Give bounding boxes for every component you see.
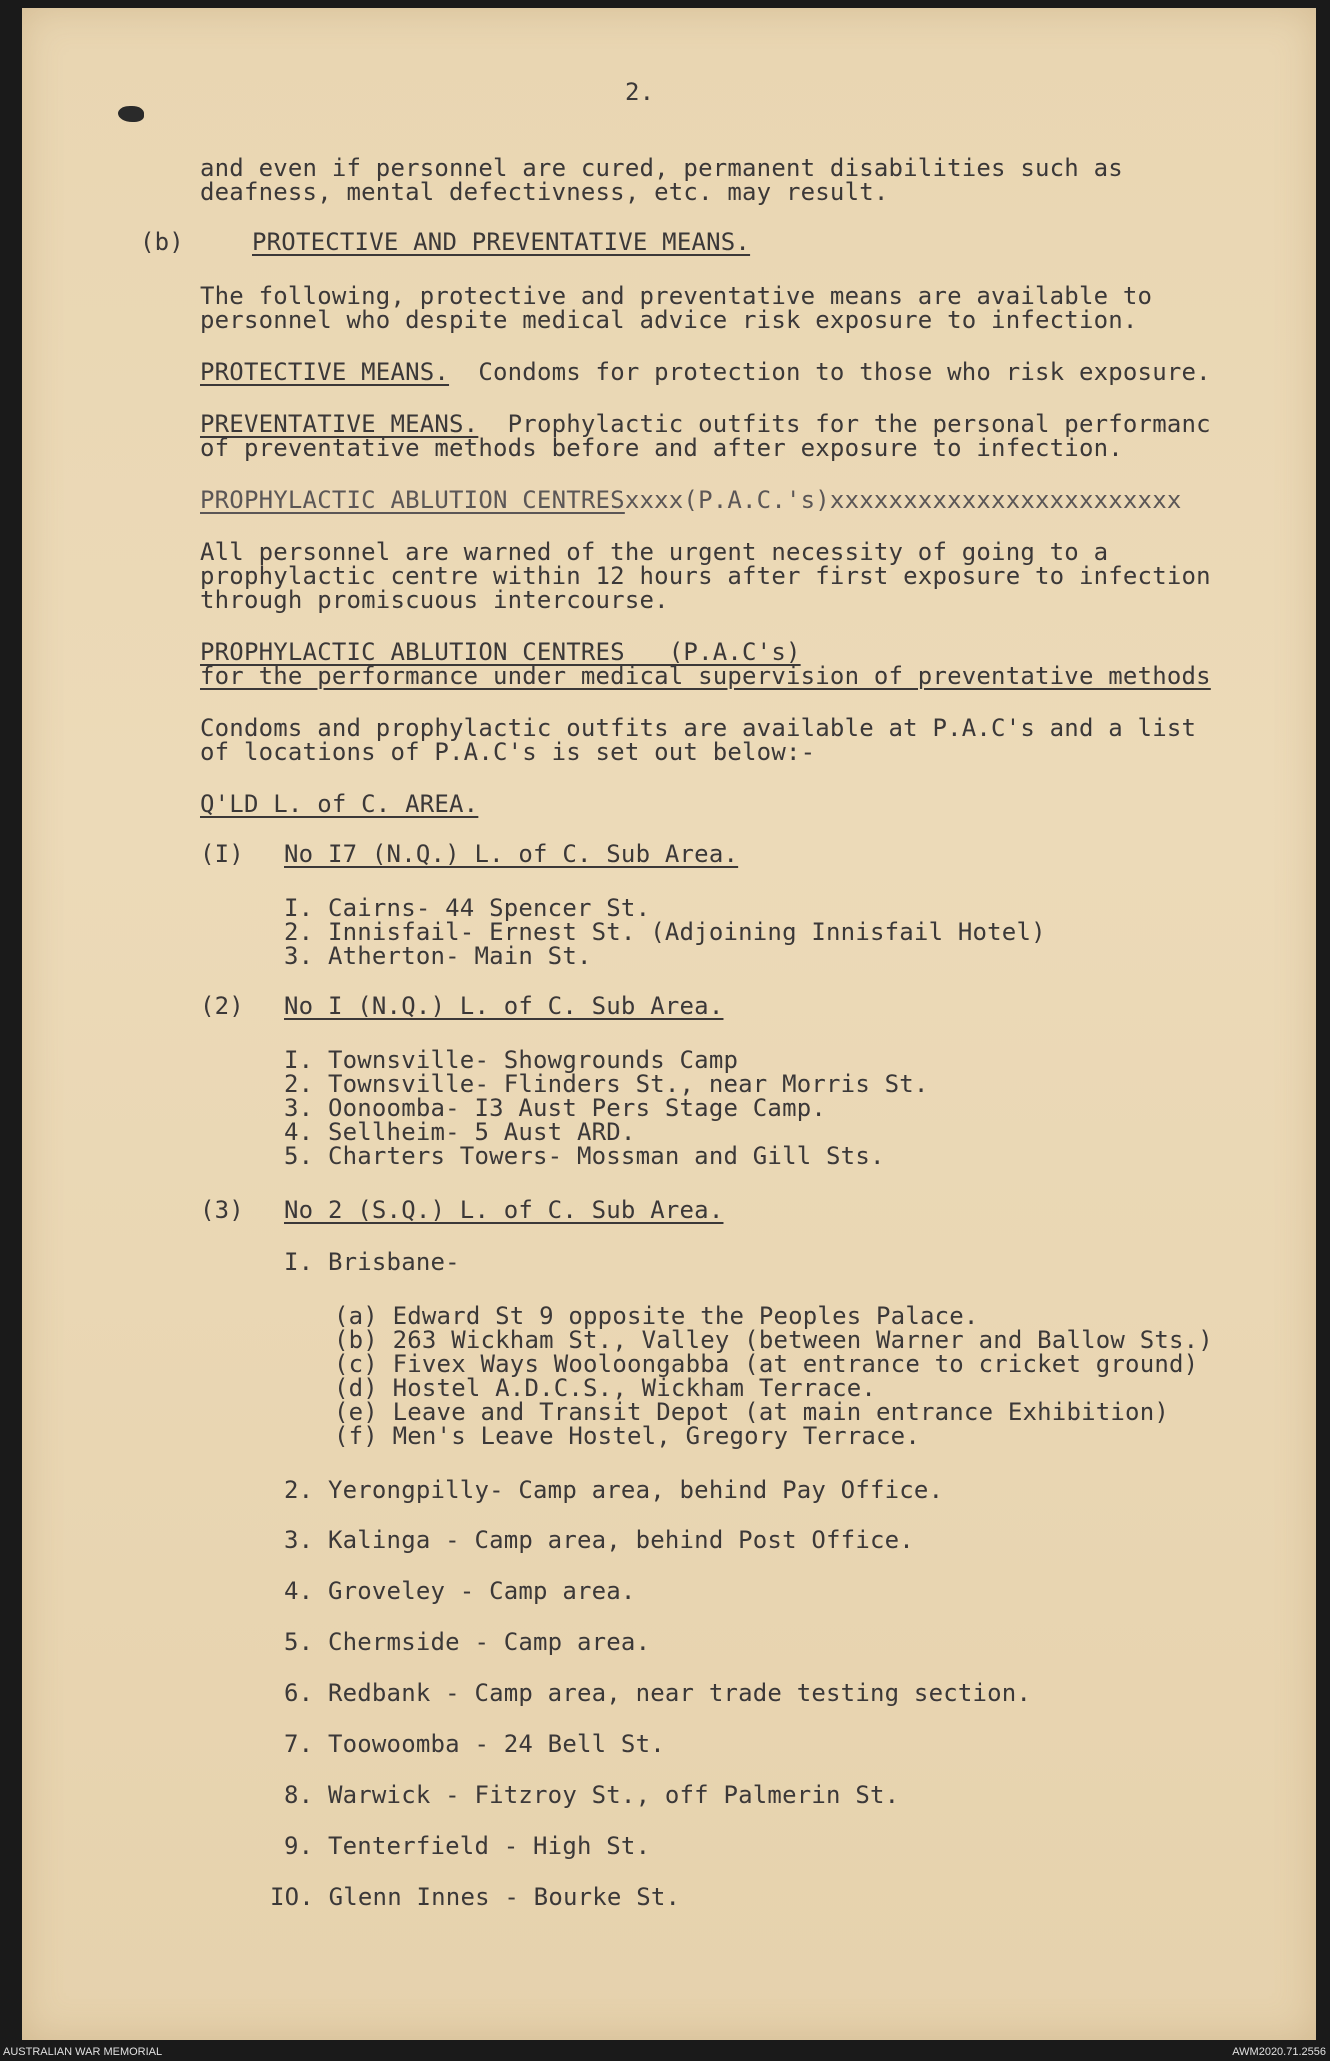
sub-area-1-title: No I7 (N.Q.) L. of C. Sub Area. [284, 840, 739, 868]
brisbane-item-b: (b) 263 Wickham St., Valley (between Warner and Ballow Sts.) [334, 1326, 1213, 1354]
pac-heading-2: for the performance under medical supervision of preventative methods [200, 662, 1211, 690]
sub-area-2-item-2: 2. Townsville- Flinders St., near Morris St. [284, 1070, 929, 1098]
document-page [22, 8, 1316, 2040]
warning-line-1: All personnel are warned of the urgent necessity of going to a [200, 538, 1109, 566]
sub-area-2-item-3: 3. Oonoomba- I3 Aust Pers Stage Camp. [284, 1094, 827, 1122]
struck-out-line [200, 488, 1182, 512]
sub-area-3-item-8: 8. Warwick - Fitzroy St., off Palmerin St. [284, 1781, 900, 1809]
brisbane-heading: I. Brisbane- [284, 1248, 460, 1276]
sub-area-3-item-10: IO. Glenn Innes - Bourke St. [270, 1883, 681, 1911]
preventative-means [200, 412, 1211, 436]
preventative-means-line-2: of preventative methods before and after exposure to infection. [200, 434, 1123, 462]
warning-line-2: prophylactic centre within 12 hours after first exposure to infection [200, 562, 1211, 590]
punch-hole-mark [118, 106, 144, 122]
section-b-label: (b) [140, 228, 184, 256]
sub-area-3-item-9: 9. Tenterfield - High St. [284, 1832, 651, 1860]
sub-area-1-item-2: 2. Innisfail- Ernest St. (Adjoining Innisfail Hotel) [284, 918, 1046, 946]
sub-area-1-item-1: I. Cairns- 44 Spencer St. [284, 894, 651, 922]
protective-means-label: PROTECTIVE MEANS. [200, 358, 450, 386]
protective-means [200, 360, 1211, 384]
footer-archive-name: AUSTRALIAN WAR MEMORIAL [3, 2046, 163, 2058]
sub-area-2-item-1: I. Townsville- Showgrounds Camp [284, 1046, 739, 1074]
brisbane-item-c: (c) Fivex Ways Wooloongabba (at entrance to cricket ground) [334, 1350, 1199, 1378]
brisbane-item-f: (f) Men's Leave Hostel, Gregory Terrace. [334, 1422, 920, 1450]
sub-area-2-item-4: 4. Sellheim- 5 Aust ARD. [284, 1118, 636, 1146]
intro-line-2: deafness, mental defectivness, etc. may result. [200, 178, 889, 206]
section-b-heading: PROTECTIVE AND PREVENTATIVE MEANS. [252, 228, 751, 256]
preventative-means-text: Prophylactic outfits for the personal performanc [478, 410, 1211, 438]
sub-area-2-item-5: 5. Charters Towers- Mossman and Gill Sts. [284, 1142, 885, 1170]
section-b-para-2: personnel who despite medical advice risk exposure to infection. [200, 306, 1138, 334]
brisbane-item-e: (e) Leave and Transit Depot (at main entrance Exhibition) [334, 1398, 1170, 1426]
intro-line-1: and even if personnel are cured, permanent disabilities such as [200, 154, 1123, 182]
sub-area-3-item-7: 7. Toowoomba - 24 Bell St. [284, 1730, 665, 1758]
warning-line-3: through promiscuous intercourse. [200, 586, 669, 614]
pac-para-1: Condoms and prophylactic outfits are available at P.A.C's and a list [200, 714, 1197, 742]
sub-area-1-item-3: 3. Atherton- Main St. [284, 942, 592, 970]
preventative-means-label: PREVENTATIVE MEANS. [200, 410, 479, 438]
sub-area-3-item-5: 5. Chermside - Camp area. [284, 1628, 651, 1656]
footer-item-id: AWM2020.71.2556 [1232, 2046, 1326, 2058]
brisbane-item-a: (a) Edward St 9 opposite the Peoples Palace. [334, 1302, 979, 1330]
pac-para-2: of locations of P.A.C's is set out below:- [200, 738, 816, 766]
protective-means-text: Condoms for protection to those who risk exposure. [449, 358, 1211, 386]
section-b-para-1: The following, protective and preventative means are available to [200, 282, 1153, 310]
sub-area-2-num: (2) [200, 992, 244, 1020]
sub-area-2-title: No I (N.Q.) L. of C. Sub Area. [284, 992, 724, 1020]
pac-heading-1: PROPHYLACTIC ABLUTION CENTRES (P.A.C's) [200, 638, 801, 666]
sub-area-3-item-3: 3. Kalinga - Camp area, behind Post Office. [284, 1526, 914, 1554]
struck-out-x: xxxx(P.A.C.'s)xxxxxxxxxxxxxxxxxxxxxxxx [624, 486, 1182, 514]
sub-area-3-item-2: 2. Yerongpilly- Camp area, behind Pay Office. [284, 1476, 944, 1504]
sub-area-3-item-6: 6. Redbank - Camp area, near trade testing section. [284, 1679, 1032, 1707]
struck-out-heading: PROPHYLACTIC ABLUTION CENTRES [200, 486, 625, 514]
sub-area-3-num: (3) [200, 1196, 244, 1224]
page-number: 2. [625, 78, 655, 106]
sub-area-3-title: No 2 (S.Q.) L. of C. Sub Area. [284, 1196, 724, 1224]
sub-area-1-num: (I) [200, 840, 244, 868]
brisbane-item-d: (d) Hostel A.D.C.S., Wickham Terrace. [334, 1374, 877, 1402]
sub-area-3-item-4: 4. Groveley - Camp area. [284, 1577, 636, 1605]
qld-area-heading: Q'LD L. of C. AREA. [200, 790, 479, 818]
